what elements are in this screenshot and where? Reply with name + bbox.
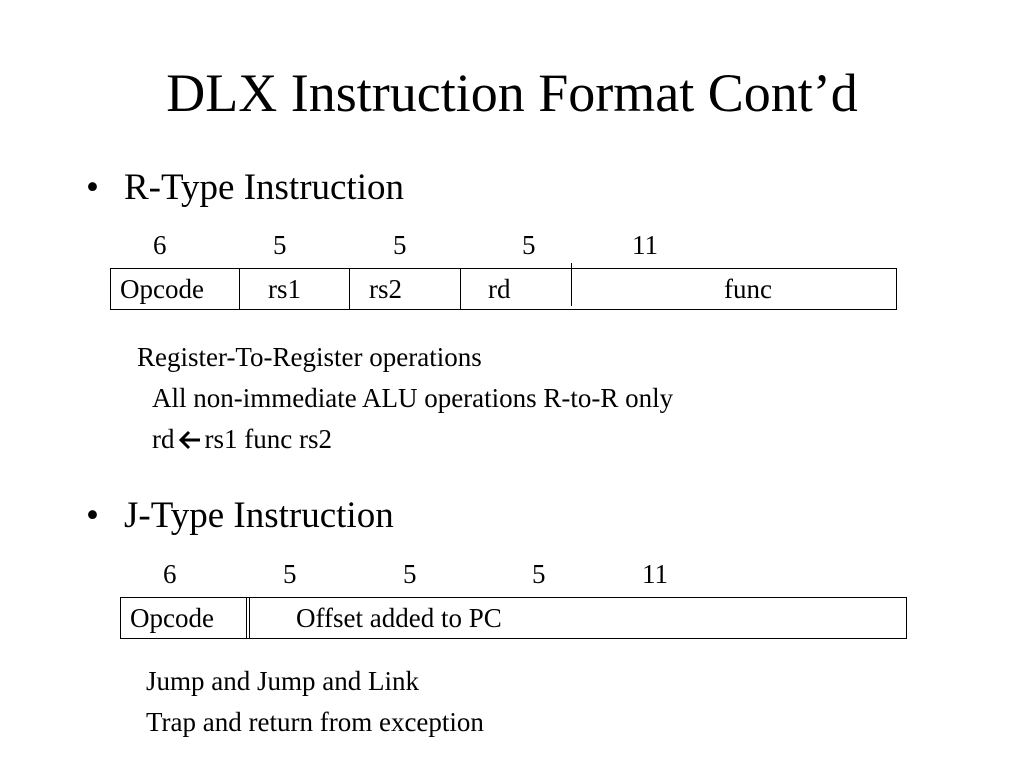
bit-width-opcode: 6 xyxy=(153,230,167,260)
field-opcode: Opcode xyxy=(130,603,214,633)
j-type-heading: J-Type Instruction xyxy=(124,495,394,536)
j-type-note-1: Jump and Jump and Link xyxy=(146,666,419,696)
note-expression: rs1 func rs2 xyxy=(204,424,332,454)
slide-title: DLX Instruction Format Cont’d xyxy=(166,63,858,123)
field-divider xyxy=(349,269,350,309)
field-offset: Offset added to PC xyxy=(296,603,502,633)
field-opcode: Opcode xyxy=(120,274,204,304)
r-type-bullet xyxy=(86,166,404,210)
bit-width-11: 11 xyxy=(642,559,668,589)
r-type-heading: R-Type Instruction xyxy=(124,167,404,208)
j-type-bit-widths xyxy=(0,559,1024,589)
field-divider xyxy=(239,269,240,309)
field-rs1: rs1 xyxy=(268,274,301,304)
bit-width-5b: 5 xyxy=(403,559,417,589)
note-dest-reg: rd xyxy=(152,424,175,454)
bullet-dot: • xyxy=(86,495,99,536)
r-type-bit-widths xyxy=(0,230,1024,260)
bit-width-5c: 5 xyxy=(532,559,546,589)
r-type-note-2: All non-immediate ALU operations R-to-R only xyxy=(152,383,674,413)
bit-width-5a: 5 xyxy=(283,559,297,589)
field-rs2: rs2 xyxy=(369,274,402,304)
field-divider xyxy=(571,263,572,306)
field-rd: rd xyxy=(488,274,511,304)
bullet-dot: • xyxy=(86,167,99,208)
j-type-bullet xyxy=(86,494,394,538)
j-type-note-2: Trap and return from exception xyxy=(146,707,484,737)
field-divider xyxy=(246,598,247,638)
r-type-note-3 xyxy=(152,419,332,462)
r-type-note-1: Register-To-Register operations xyxy=(137,342,482,372)
r-type-format-box xyxy=(110,268,897,310)
bit-width-opcode: 6 xyxy=(163,559,177,589)
field-divider xyxy=(460,269,461,309)
left-arrow-icon xyxy=(179,421,201,462)
bit-width-rd: 5 xyxy=(522,230,536,260)
bit-width-rs1: 5 xyxy=(273,230,287,260)
field-divider xyxy=(249,598,250,638)
j-type-format-box xyxy=(120,597,907,639)
bit-width-func: 11 xyxy=(632,230,658,260)
bit-width-rs2: 5 xyxy=(393,230,407,260)
field-func: func xyxy=(724,274,772,304)
